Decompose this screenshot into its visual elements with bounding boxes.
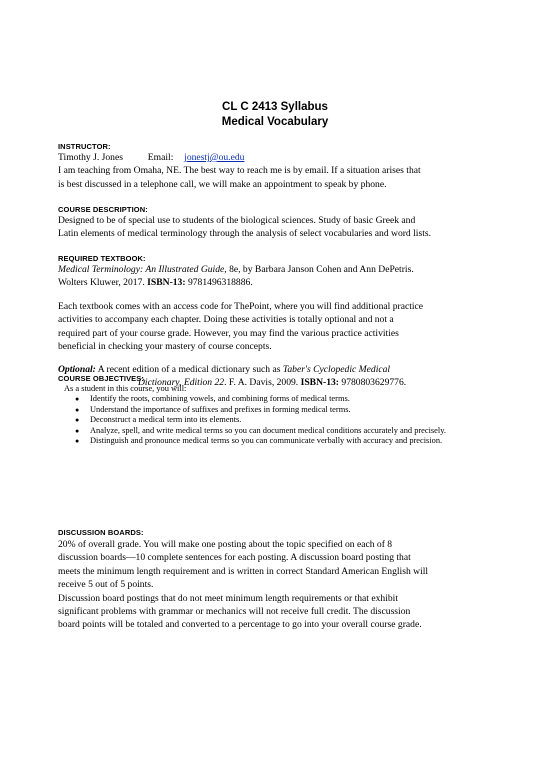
discussion-line-1: 20% of overall grade. You will make one posting about the topic specified on each of 8	[58, 539, 393, 550]
access-line-3: required part of your course grade. However, you may find the various practice activities	[58, 327, 399, 339]
discussion-line-7: board points will be totaled and converted to a percentage to go into your overall course grade.	[58, 619, 422, 631]
objective-text: Distinguish and pronounce medical terms so you can communicate verbally with accuracy and precision.	[90, 436, 443, 446]
optional-text: A recent edition of a medical dictionary such as	[95, 364, 283, 375]
instructor-heading: INSTRUCTOR:	[58, 142, 111, 151]
access-line-2: activities to accompany each chapter. Doing these activities is totally optional and not a	[58, 314, 394, 326]
document-subtitle: Medical Vocabulary	[221, 116, 329, 128]
dictionary-title-part-2: Dictionary, Edition 22	[138, 377, 225, 389]
list-item	[58, 415, 498, 426]
textbook-heading: REQUIRED TEXTBOOK:	[58, 254, 146, 263]
dictionary-isbn: 9780803629776.	[339, 377, 407, 389]
discussion-heading: DISCUSSION BOARDS:	[58, 528, 144, 537]
dictionary-publisher: . F. A. Davis, 2009.	[224, 377, 301, 389]
discussion-line-3: meets the minimum length requirement and is written in correct Standard American English will	[58, 565, 429, 577]
bullet-icon: ●	[75, 426, 80, 435]
dictionary-title-part-1: Taber's Cyclopedic Medical	[282, 364, 391, 375]
discussion-line-5: Discussion board postings that do not meet minimum length requirements or that exhibit	[58, 592, 398, 604]
optional-label: Optional:	[58, 364, 96, 375]
list-item	[58, 426, 498, 437]
email-label: Email:	[147, 152, 174, 163]
bullet-icon: ●	[75, 405, 80, 414]
dictionary-isbn-label: ISBN-13:	[300, 377, 339, 389]
textbook-title: Medical Terminology: An Illustrated Guide	[58, 264, 225, 275]
access-line-1: Each textbook comes with an access code for ThePoint, where you will find additional practice	[58, 301, 424, 312]
document-title: CL C 2413 Syllabus	[222, 101, 328, 113]
discussion-line-4: receive 5 out of 5 points.	[58, 579, 154, 591]
discussion-line-6: significant problems with grammar or mechanics will not receive full credit. The discussion	[58, 606, 411, 618]
instructor-line-3: is best discussed in a telephone call, we will make an appointment to speak by phone.	[58, 178, 387, 190]
objective-text: Analyze, spell, and write medical terms so you can document medical conditions accurately and precisely.	[90, 425, 446, 435]
objective-text: Deconstruct a medical term into its elements.	[90, 415, 242, 425]
bullet-icon: ●	[75, 437, 80, 446]
objectives-list	[58, 394, 498, 447]
course-description-heading: COURSE DESCRIPTION:	[58, 205, 148, 214]
textbook-line-1	[58, 263, 498, 276]
course-description-line-2: Latin elements of medical terminology through the analysis of select vocabularies and word lists.	[58, 228, 431, 240]
instructor-line-2: I am teaching from Omaha, NE. The best way to reach me is by email. If a situation arises that	[58, 165, 421, 177]
textbook-line-2	[58, 276, 498, 289]
discussion-paragraph	[58, 538, 498, 632]
discussion-line-2: discussion boards—10 complete sentences for each posting. A discussion board posting that	[58, 552, 411, 564]
instructor-name: Timothy J. Jones	[58, 152, 123, 163]
bullet-icon: ●	[75, 416, 80, 425]
instructor-section	[58, 151, 498, 191]
course-description-line-1: Designed to be of special use to students of the biological sciences. Study of basic Greek and	[58, 215, 416, 226]
textbook-isbn: 9781496318886.	[185, 277, 253, 289]
course-description	[58, 214, 498, 241]
textbook-edition-authors: , 8e, by Barbara Janson Cohen and Ann DePetris.	[224, 264, 414, 275]
objectives-intro: As a student in this course, you will:	[64, 384, 187, 393]
textbook-publisher: Wolters Kluwer, 2017.	[58, 277, 148, 289]
textbook-citation	[58, 263, 498, 290]
access-line-4: beneficial in checking your mastery of course concepts.	[58, 341, 272, 353]
textbook-isbn-label: ISBN-13:	[147, 277, 186, 289]
objective-text: Identify the roots, combining vowels, and combining forms of medical terms.	[90, 394, 350, 403]
bullet-icon: ●	[75, 395, 80, 403]
objectives-heading: COURSE OBJECTIVES:	[58, 374, 144, 383]
objective-text: Understand the importance of suffixes and prefixes in forming medical terms.	[90, 404, 351, 414]
instructor-contact-line	[58, 151, 498, 164]
list-item	[58, 436, 498, 447]
instructor-email-link[interactable]: jonestj@ou.edu	[184, 152, 245, 163]
access-code-paragraph	[58, 300, 498, 354]
list-item	[58, 394, 498, 405]
list-item	[58, 405, 498, 416]
